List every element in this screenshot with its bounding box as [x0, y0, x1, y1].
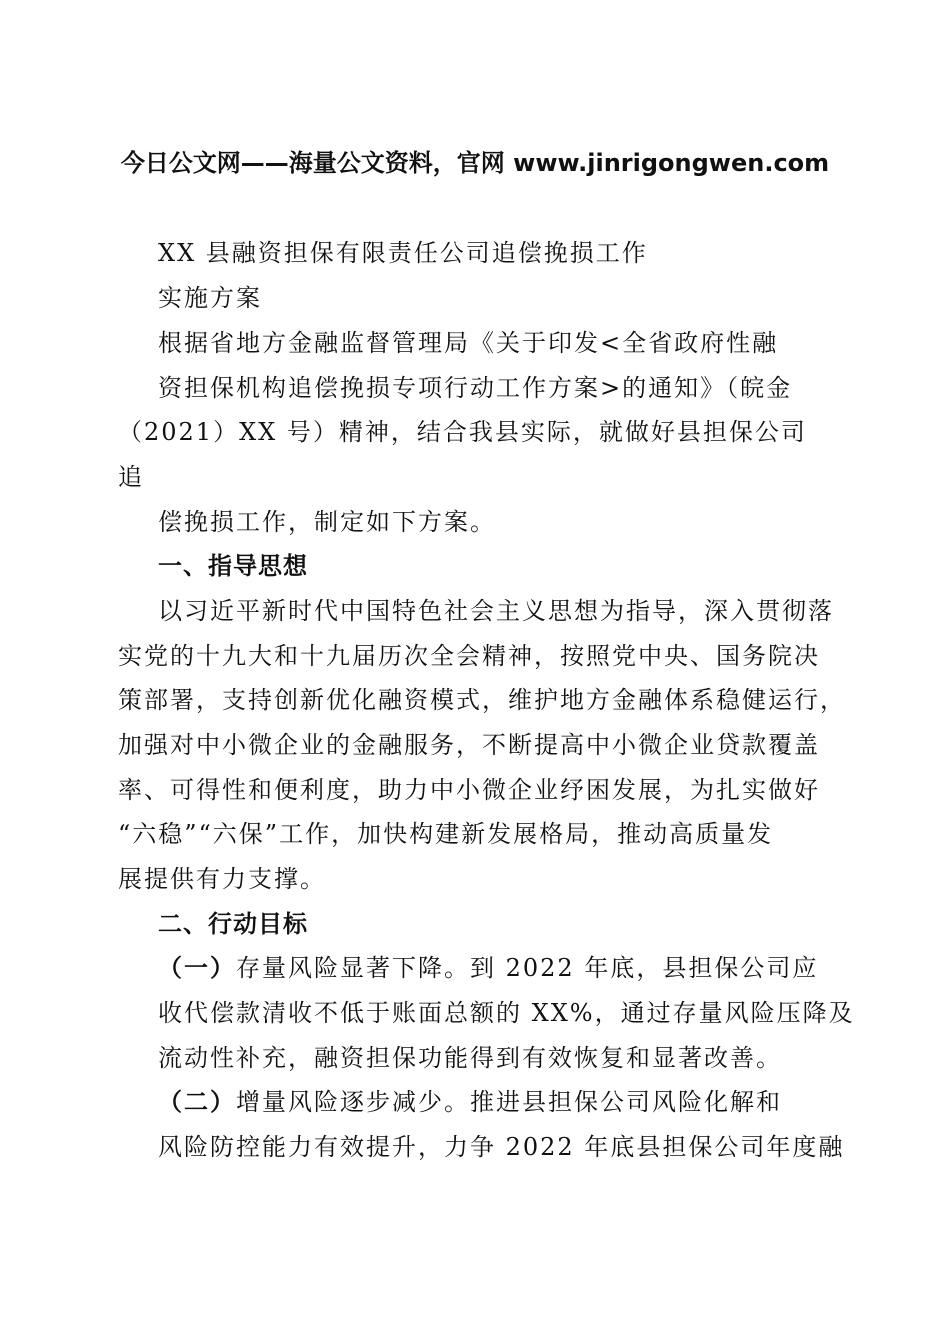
title-line-1: XX 县融资担保有限责任公司追偿挽损工作: [158, 239, 648, 267]
site-banner: 今日公文网——海量公文资料，官网 www.jinrigongwen.com: [120, 149, 830, 177]
section-heading-guiding-ideology: 一、指导思想: [158, 552, 308, 580]
goal-item-1-line: 流动性补充，融资担保功能得到有效恢复和显著改善。: [158, 1044, 782, 1072]
goal-item-2-line: 风险防控能力有效提升，力争 2022 年底县担保公司年度融: [158, 1133, 845, 1161]
intro-line: 偿挽损工作，制定如下方案。: [158, 508, 496, 536]
goal-item-1-text: 存量风险显著下降。到 2022 年底，县担保公司应: [236, 954, 819, 982]
goal-item-1: [158, 952, 818, 984]
goal-item-2: [158, 1086, 782, 1118]
intro-line: 追: [118, 463, 144, 491]
goal-item-2-label: （二）: [158, 1088, 236, 1116]
section-heading-action-goals: 二、行动目标: [158, 910, 308, 938]
intro-line: 根据省地方金融监督管理局《关于印发<全省政府性融: [158, 329, 779, 357]
section1-line: 以习近平新时代中国特色社会主义思想为指导，深入贯彻落: [158, 597, 834, 625]
goal-item-1-label: （一）: [158, 954, 236, 982]
intro-line: 资担保机构追偿挽损专项行动工作方案>的通知》（皖金: [158, 374, 793, 402]
section1-line: 展提供有力支撑。: [118, 865, 326, 893]
intro-line: （2021）XX 号）精神，结合我县实际，就做好县担保公司: [118, 418, 807, 446]
section1-line: 加强对中小微企业的金融服务，不断提高中小微企业贷款覆盖: [118, 731, 820, 759]
section1-line: 率、可得性和便利度，助力中小微企业纾困发展，为扎实做好: [118, 776, 820, 804]
section1-line: 实党的十九大和十九届历次全会精神，按照党中央、国务院决: [118, 642, 820, 670]
goal-item-1-line: 收代偿款清收不低于账面总额的 XX%，通过存量风险压降及: [158, 999, 855, 1027]
section1-line: 策部署，支持创新优化融资模式，维护地方金融体系稳健运行，: [118, 686, 846, 714]
goal-item-2-text: 增量风险逐步减少。推进县担保公司风险化解和: [236, 1088, 782, 1116]
title-line-2: 实施方案: [158, 284, 262, 312]
section1-line: “六稳”“六保”工作，加快构建新发展格局，推动高质量发: [118, 820, 774, 848]
